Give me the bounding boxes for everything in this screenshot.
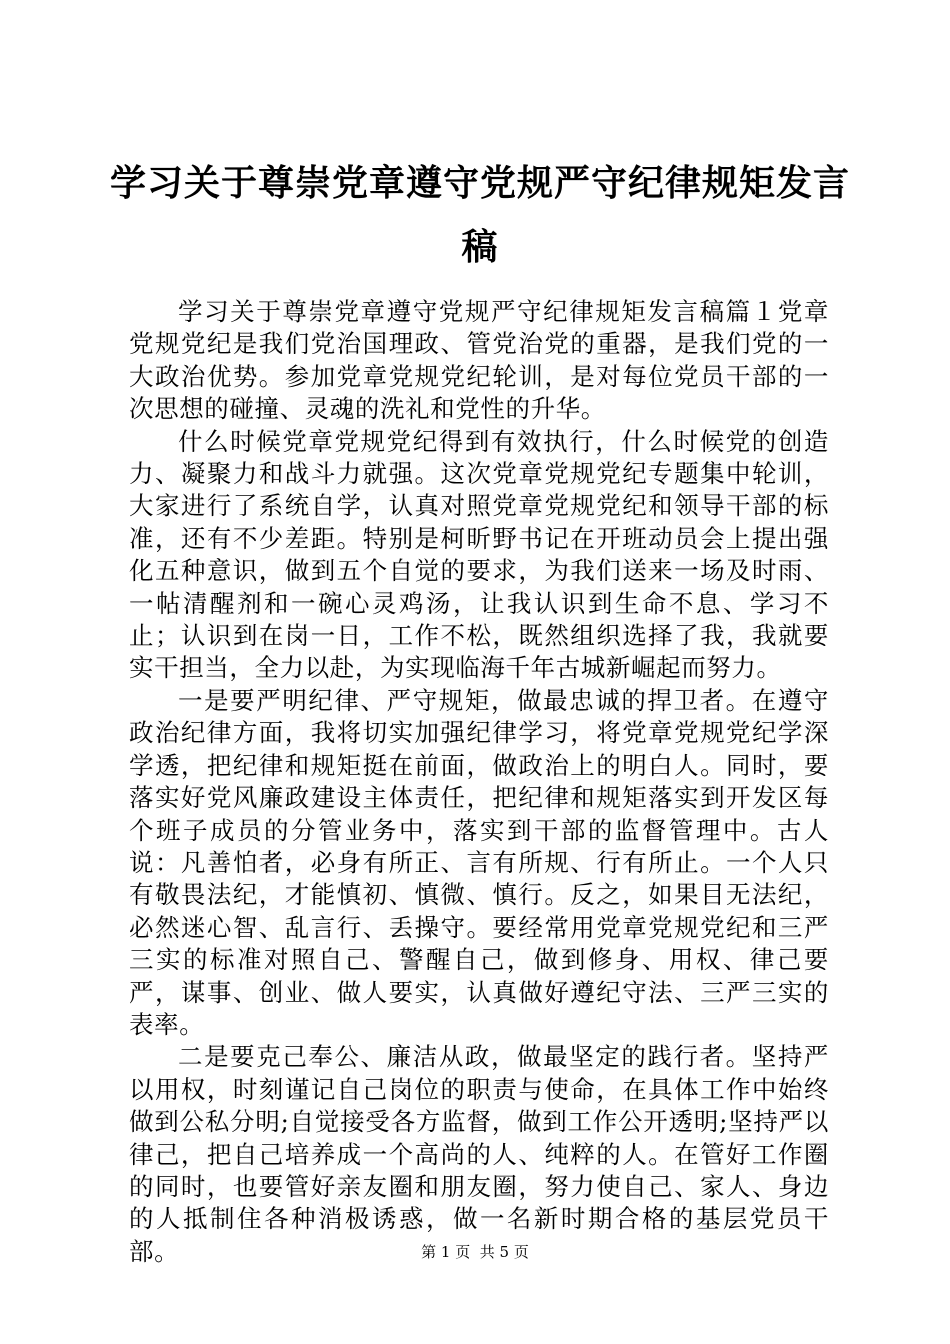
paragraph-4: 二是要克己奉公、廉洁从政，做最坚定的践行者。坚持严以用权，时刻谨记自己岗位的职责与使命，在具体工作中始终做到公私分明;自觉接受各方监督，做到工作公开透明;坚持严以律己，把自己培养成一个高尚的人、纯粹的人。在管好工作圈的同时，也要管好亲友圈和朋友圈，努力使自己、家人、身边的人抵制住各种消极诱惑，做一名新时期合格的基层党员干部。 (129, 1042, 829, 1266)
paragraph-1: 学习关于尊崇党章遵守党规严守纪律规矩发言稿篇１党章党规党纪是我们党治国理政、管党治党的重器，是我们党的一大政治优势。参加党章党规党纪轮训，是对每位党员干部的一次思想的碰撞、灵魂的洗礼和党性的升华。 (129, 297, 829, 424)
document-body (129, 296, 829, 1268)
paragraph-3: 一是要严明纪律、严守规矩，做最忠诚的捍卫者。在遵守政治纪律方面，我将切实加强纪律学习，将党章党规党纪学深学透，把纪律和规矩挺在前面，做政治上的明白人。同时，要落实好党风廉政建设主体责任，把纪律和规矩落实到开发区每个班子成员的分管业务中，落实到干部的监督管理中。古人说：凡善怕者，必身有所正、言有所规、行有所止。一个人只有敬畏法纪，才能慎初、慎微、慎行。反之，如果目无法纪，必然迷心智、乱言行、丢操守。要经常用党章党规党纪和三严三实的标准对照自己、警醒自己，做到修身、用权、律己要严，谋事、创业、做人要实，认真做好遵纪守法、三严三实的表率。 (129, 685, 829, 1039)
paragraph-2: 什么时候党章党规党纪得到有效执行，什么时候党的创造力、凝聚力和战斗力就强。这次党章党规党纪专题集中轮训，大家进行了系统自学，认真对照党章党规党纪和领导干部的标准，还有不少差距。特别是柯昕野书记在开班动员会上提出强化五种意识，做到五个自觉的要求，为我们送来一场及时雨、一帖清醒剂和一碗心灵鸡汤，让我认识到生命不息、学习不止；认识到在岗一日，工作不松，既然组织选择了我，我就要实干担当，全力以赴，为实现临海千年古城新崛起而努力。 (129, 426, 829, 683)
document-title: 学习关于尊崇党章遵守党规严守纪律规矩发言稿 (110, 163, 851, 268)
page-number-footer: 第 1 页 共 5 页 (421, 1243, 529, 1261)
